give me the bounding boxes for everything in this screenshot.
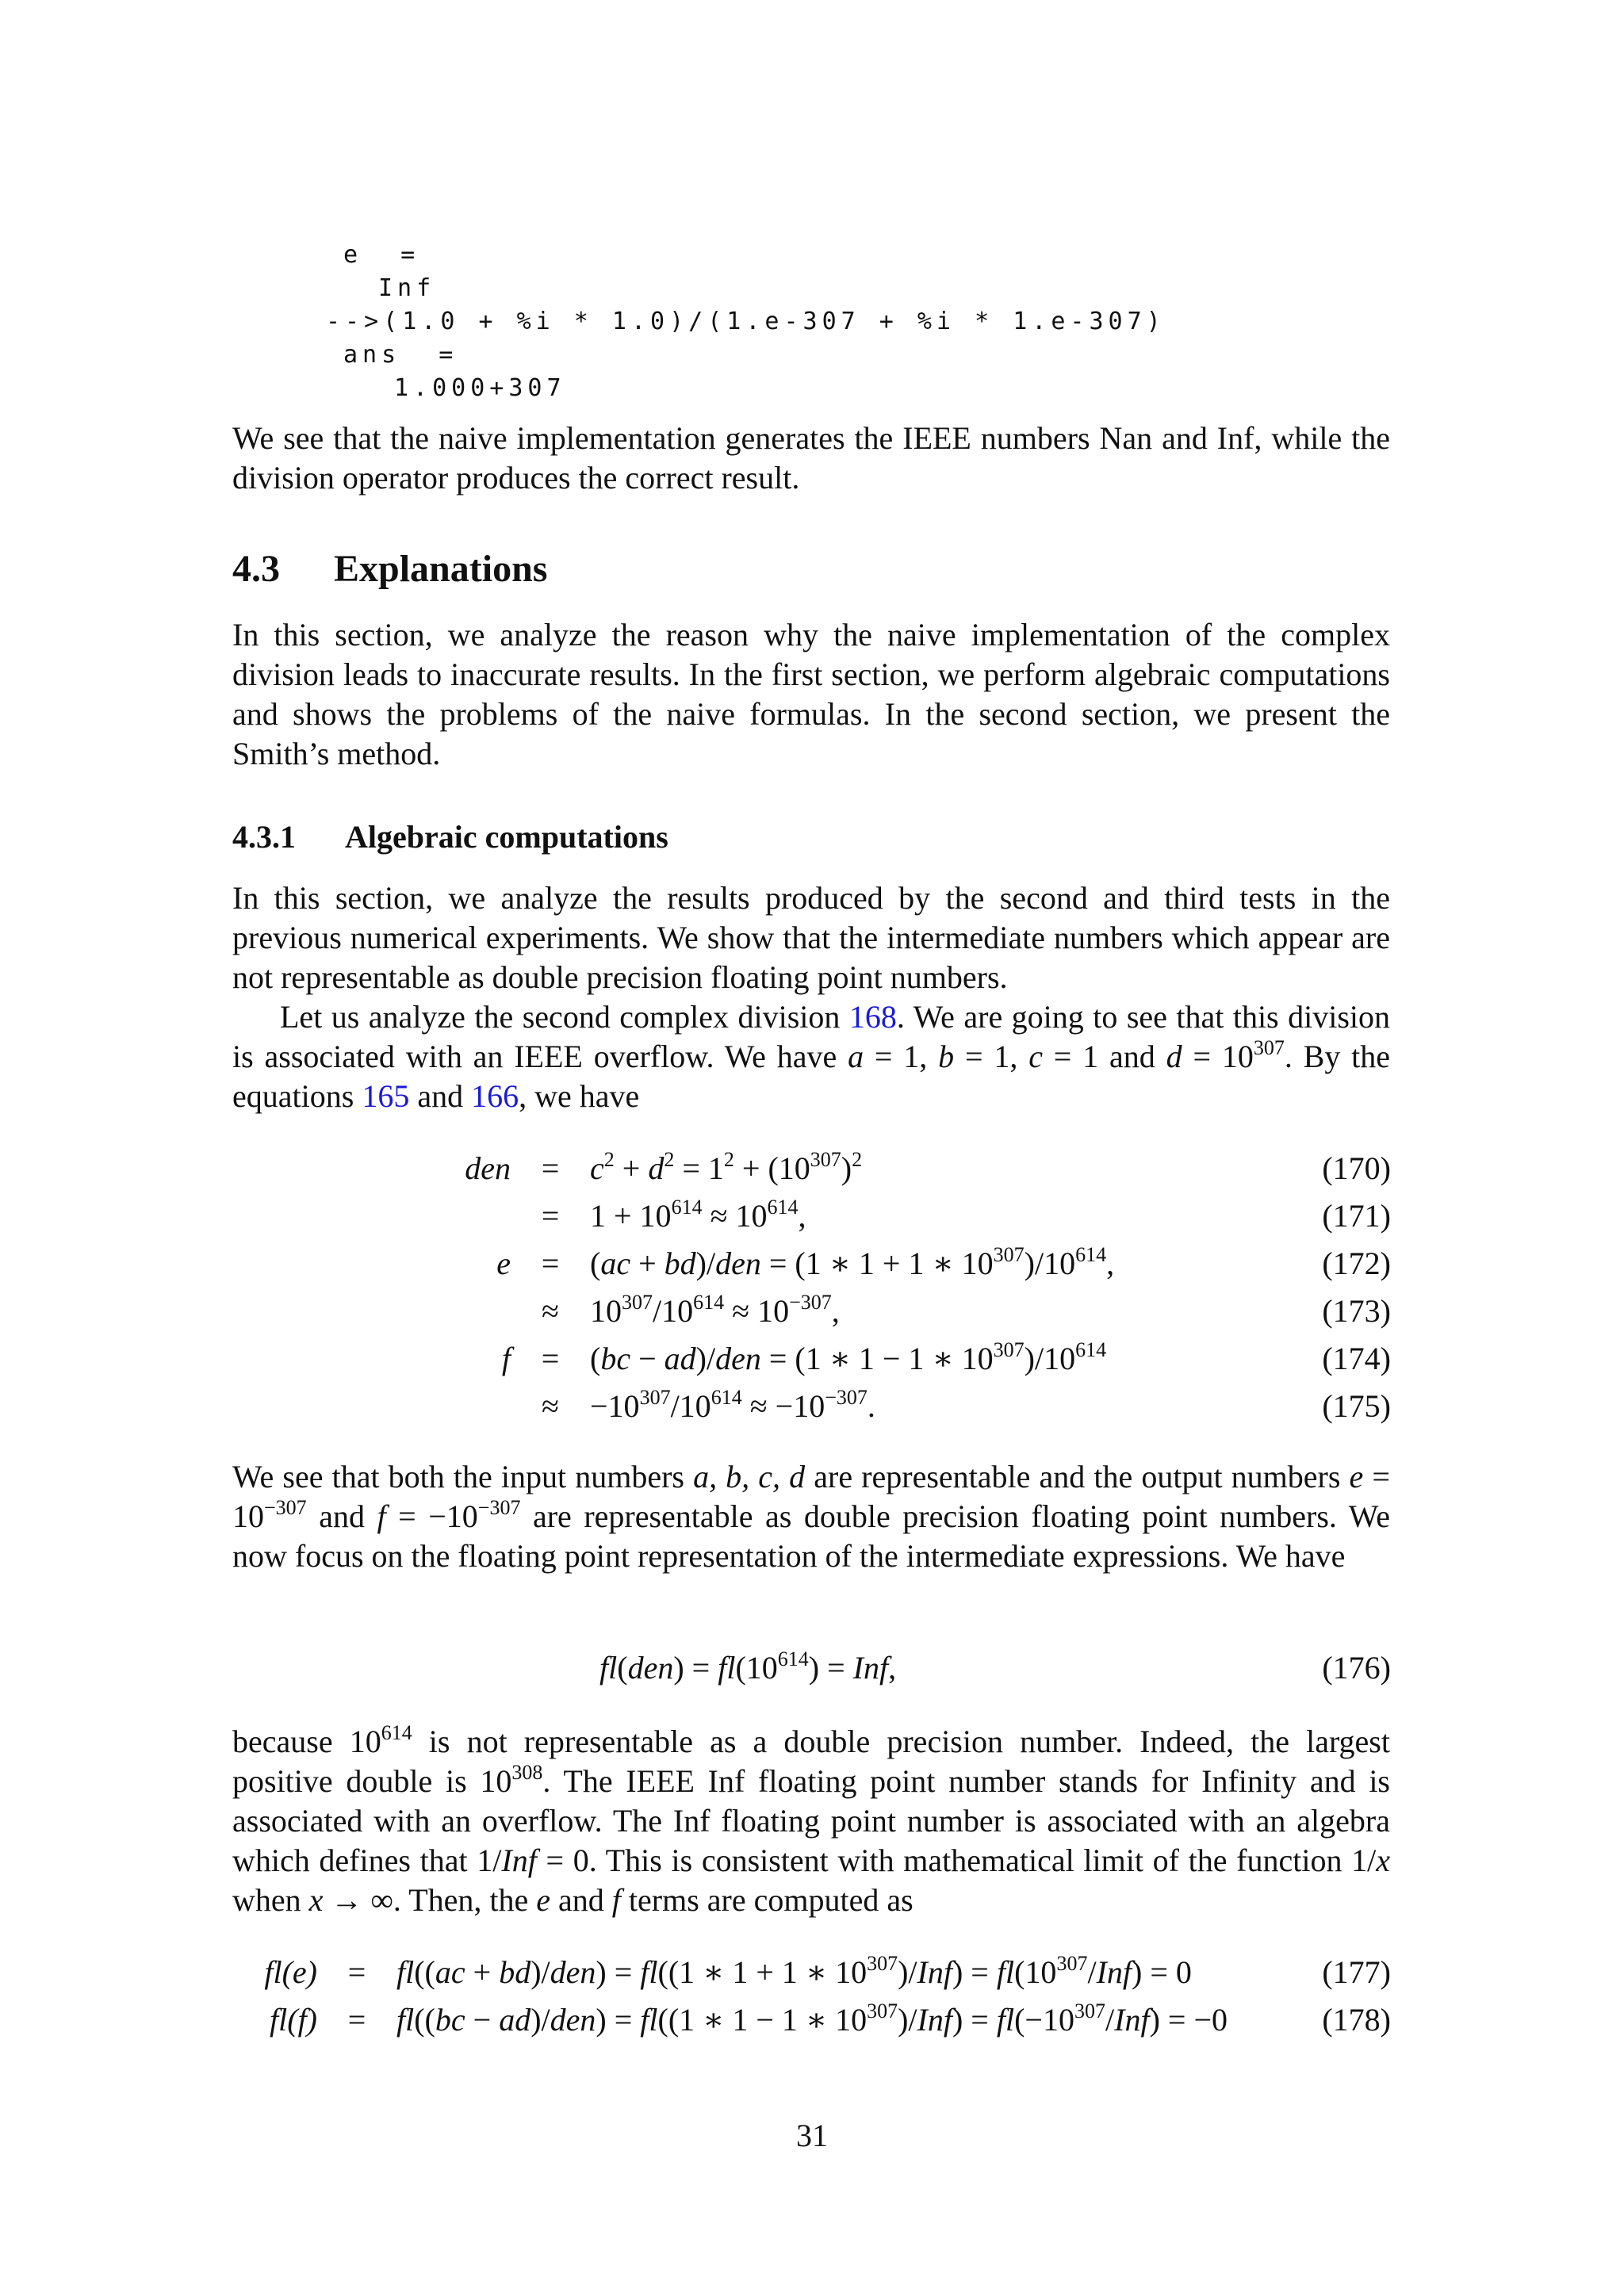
equation-number: (177) bbox=[1322, 1954, 1391, 1990]
subsection-heading bbox=[232, 818, 668, 855]
equation-number: (175) bbox=[1322, 1388, 1391, 1424]
section-heading bbox=[232, 547, 547, 591]
code-line: -->(1.0 + %i * 1.0)/(1.e-307 + %i * 1.e-307) bbox=[326, 308, 1166, 335]
paragraph-text: We see that the naive implementation generates the IEEE numbers Nan and Inf, while the division operator produces the correct result. bbox=[232, 420, 1390, 496]
equation-number: (174) bbox=[1322, 1341, 1391, 1376]
equation-number: (171) bbox=[1322, 1198, 1391, 1234]
paragraph-text: We see that both the input numbers a, b, c, d are representable and the output numbers $e = 10^{-307}$ and $f = -10^{-307}$ are representable as double precision floating point numbers. We now focus on the floating point representation of the intermediate expressions. We have bbox=[232, 1459, 1390, 1574]
paragraph-text: In this section, we analyze the reason why the naive implementation of the complex division leads to inaccurate results. In the first section, we perform algebraic computations and shows the problems of the naive formulas. In the second section, we present the Smith’s method. bbox=[232, 617, 1390, 771]
equation-row: ≈ $-10^{307}/10^{614} \approx -10^{-307}$. (175) bbox=[0, 1383, 1624, 1430]
paragraph bbox=[232, 419, 1390, 498]
paragraph bbox=[232, 878, 1390, 1116]
equation-number: (170) bbox=[1322, 1150, 1391, 1186]
subsection-title: Algebraic computations bbox=[345, 819, 668, 855]
equation-ref-link[interactable]: 165 bbox=[362, 1078, 410, 1114]
code-line: e = bbox=[343, 241, 420, 269]
section-title: Explanations bbox=[334, 548, 548, 590]
paragraph-text: Let us analyze the second complex division 168. We are going to see that this division is associated with an IEEE overflow. We have a = 1, b = 1, c = 1 and $d = 10^{307}$. By the equations 165 and 166, we have bbox=[232, 999, 1391, 1114]
equation-row: fl(f) = fl((bc − ad)/den) = fl((1 ∗ 1 − 1 ∗ $10^{307})/Inf) = fl(-10^{307}/Inf) = -0$ (178) bbox=[0, 1996, 1624, 2044]
equation-row: e = (ac + bd)/den = (1 ∗ 1 + 1 ∗ $10^{307})/10^{614}$, (172) bbox=[0, 1240, 1624, 1288]
equation-row: $fl(den) = fl(10^{614})$ = Inf, (176) bbox=[0, 1644, 1624, 1692]
paragraph bbox=[232, 615, 1390, 774]
equation-number: (173) bbox=[1322, 1293, 1391, 1329]
equation-number: (172) bbox=[1322, 1246, 1391, 1281]
code-line: ans = bbox=[343, 341, 458, 369]
paragraph-text: In this section, we analyze the results produced by the second and third tests in the previous numerical experiments. We show that the intermediate numbers which appear are not representable as double precision floating point numbers. bbox=[232, 880, 1390, 995]
equation-number: (176) bbox=[1322, 1650, 1391, 1686]
code-line: 1.000+307 bbox=[394, 374, 566, 402]
paragraph bbox=[232, 1457, 1390, 1576]
code-line: Inf bbox=[378, 274, 436, 302]
equation-row: ≈ $10^{307}/10^{614} \approx 10^{-307}$, (173) bbox=[0, 1288, 1624, 1335]
page-number: 31 bbox=[796, 2118, 828, 2153]
paragraph-text: because $10^{614}$ is not representable as a double precision number. Indeed, the largest positive double is $10^{308}$. The IEEE Inf floating point number stands for Infinity and is associated with an overflow. The Inf floating point number is associated with an algebra which defines that 1/Inf = 0. This is consistent with mathematical limit of the function 1/x when x → ∞. Then, the e and f terms are computed as bbox=[232, 1721, 1391, 1918]
equation-row: = $1 + 10^{614} \approx 10^{614}$, (171) bbox=[0, 1192, 1624, 1240]
equation-row: f = (bc − ad)/den = (1 ∗ 1 − 1 ∗ $10^{307})/10^{614}$ (174) bbox=[0, 1335, 1624, 1383]
subsection-number: 4.3.1 bbox=[232, 819, 296, 855]
equation-row: fl(e) = fl((ac + bd)/den) = fl((1 ∗ 1 + 1 ∗ $10^{307})/Inf) = fl(10^{307}/Inf) = 0$ (177) bbox=[0, 1949, 1624, 1996]
paragraph bbox=[232, 1722, 1390, 1920]
equation-number: (178) bbox=[1322, 2002, 1391, 2038]
equation-ref-link[interactable]: 166 bbox=[471, 1078, 519, 1114]
section-number: 4.3 bbox=[232, 548, 280, 590]
equation-row: den = $c^2 + d^2 = 1^2 + (10^{307})^2$ (170) bbox=[0, 1145, 1624, 1192]
equation-ref-link[interactable]: 168 bbox=[848, 999, 897, 1035]
